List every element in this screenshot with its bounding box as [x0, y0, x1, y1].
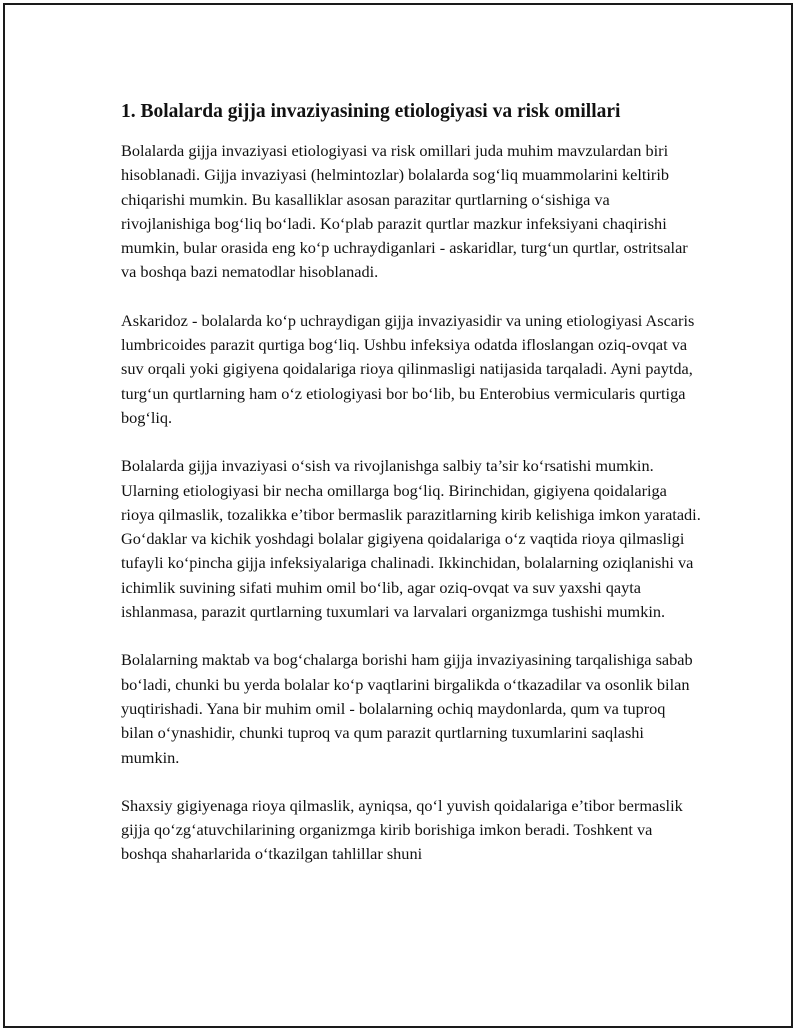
paragraph-1: Bolalarda gijja invaziyasi etiologiyasi va risk omillari juda muhim mavzulardan biri hisoblanadi. Gijja invaziyasi (helmintozlar) bolalarda sog‘liq muammolarini keltirib chiqarishi mumkin. Bu kasalliklar asosan parazitar qurtlarning o‘sishiga va rivojlanishiga bog‘liq bo‘ladi. Ko‘plab parazit qurtlar mazkur infeksiyani chaqirishi mumkin, bular orasida eng ko‘p uchraydiganlari - askaridlar, turg‘un qurtlar, ostritsalar va boshqa bazi nematodlar hisoblanadi.: [121, 141, 688, 282]
document-body: [121, 99, 701, 891]
section-heading: 1. Bolalarda gijja invaziyasining etiologiyasi va risk omillari: [121, 101, 621, 122]
paragraph-3: Bolalarda gijja invaziyasi o‘sish va rivojlanishga salbiy ta’sir ko‘rsatishi mumkin. Ularning etiologiyasi bir necha omillarga bog‘liq. Birinchidan, gigiyena qoidalariga rioya qilmaslik, tozalikka e’tibor bermaslik parazitlarning kirib kelishiga imkon yaratadi. Go‘daklar va kichik yoshdagi bolalar gigiyena qoidalariga o‘z vaqtida rioya qilmasligi tufayli ko‘pincha gijja infeksiyalariga chalinadi. Ikkinchidan, bolalarning oziqlanishi va ichimlik suvining sifati muhim omil bo‘lib, agar oziq-ovqat va suv yaxshi qayta ishlanmasa, parazit qurtlarning tuxumlari va larvalari organizmga tushishi mumkin.: [121, 456, 701, 622]
document-page: [3, 3, 793, 1028]
paragraph-4: Bolalarning maktab va bog‘chalarga borishi ham gijja invaziyasining tarqalishiga sabab bo‘ladi, chunki bu yerda bolalar ko‘p vaqtlarini birgalikda o‘tkazadilar va osonlik bilan yuqtirishadi. Yana bir muhim omil - bolalarning ochiq maydonlarda, qum va tuproq bilan o‘ynashidir, chunki tuproq va qum parazit qurtlarning tuxumlarini saqlashi mumkin.: [121, 650, 693, 767]
paragraph-5: Shaxsiy gigiyenaga rioya qilmaslik, ayniqsa, qo‘l yuvish qoidalariga e’tibor bermaslik gijja qo‘zg‘atuvchilarining organizmga kirib borishiga imkon beradi. Toshkent va boshqa shaharlarida o‘tkazilgan tahlillar shuni: [121, 795, 683, 864]
paragraph-2: Askaridoz - bolalarda ko‘p uchraydigan gijja invaziyasidir va uning etiologiyasi Ascaris lumbricoides parazit qurtiga bog‘liq. Ushbu infeksiya odatda ifloslangan oziq-ovqat va suv orqali yoki gigiyena qoidalariga rioya qilinmasligi natijasida tarqaladi. Ayni paytda, turg‘un qurtlarning ham o‘z etiologiyasi bor bo‘lib, bu Enterobius vermicularis qurtiga bog‘liq.: [121, 310, 695, 427]
